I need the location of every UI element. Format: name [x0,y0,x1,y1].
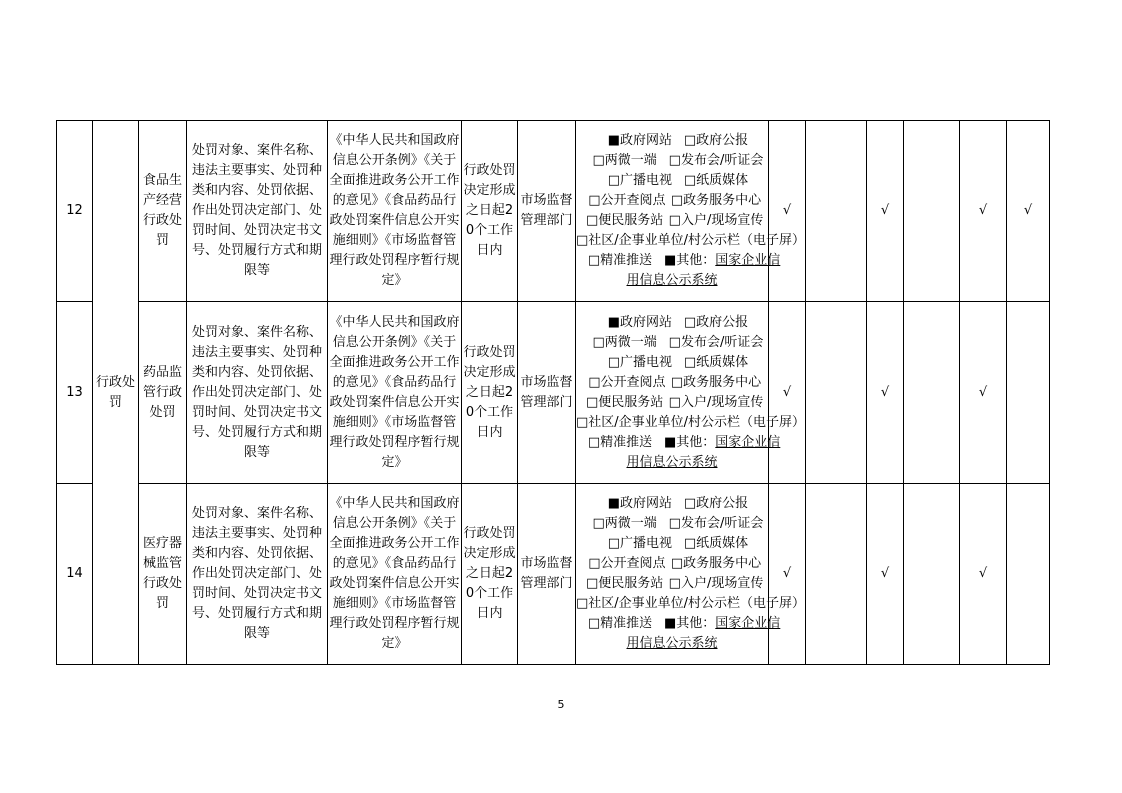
disclosure-channels [576,302,806,484]
item-name: 食品生产经营行政处罚 [139,121,187,302]
channel-option: ■政府网站 [607,496,672,511]
channel-option: □公开查阅点 [588,556,666,571]
channel-option: □纸质媒体 [683,173,749,188]
channel-option: □公开查阅点 [588,374,666,390]
item-name: 医疗器械监管行政处罚 [139,484,187,665]
disclosure-deadline: 行政处罚决定形成之日起20个工作日内 [462,121,518,302]
check-cell [904,302,960,484]
check-cell: √ [769,484,806,665]
check-cell [806,484,867,665]
channel-option: ■其他： [664,434,716,450]
check-cell: √ [960,302,1007,484]
check-cell [806,121,867,302]
channel-option: □政府公报 [683,496,749,511]
table-row [57,484,1050,665]
channel-option: □纸质媒体 [683,354,749,370]
disclosure-content: 处罚对象、案件名称、违法主要事实、处罚种类和内容、处罚依据、作出处罚决定部门、处罚时间、处罚决定书文号、处罚履行方式和期限等 [187,484,328,665]
channel-other-text: 国家企业信 [715,616,781,631]
disclosure-table [56,120,1050,665]
disclosure-deadline: 行政处罚决定形成之日起20个工作日内 [462,484,518,665]
channel-other-text: 用信息公示系统 [626,454,718,470]
channel-option: □两微一端 [592,516,657,531]
channel-other-text: 用信息公示系统 [626,636,718,651]
disclosure-subject: 市场监督管理部门 [518,302,576,484]
disclosure-subject: 市场监督管理部门 [518,484,576,665]
disclosure-basis: 《中华人民共和国政府信息公开条例》《关于全面推进政务公开工作的意见》《食品药品行政处罚案件信息公开实施细则》《市场监督管理行政处罚程序暂行规定》 [328,484,462,665]
disclosure-deadline: 行政处罚决定形成之日起20个工作日内 [462,302,518,484]
channel-option: □政务服务中心 [670,556,762,571]
channel-option: □政务服务中心 [670,374,762,390]
channel-option: □便民服务站 [586,394,664,410]
channel-option: □精准推送 [587,434,653,450]
channel-option: □政府公报 [683,314,749,330]
channel-option: □社区/企事业单位/村公示栏（电子屏） [576,414,806,430]
disclosure-subject: 市场监督管理部门 [518,121,576,302]
disclosure-content: 处罚对象、案件名称、违法主要事实、处罚种类和内容、处罚依据、作出处罚决定部门、处罚时间、处罚决定书文号、处罚履行方式和期限等 [187,121,328,302]
check-cell: √ [769,121,806,302]
category-cell: 行政处罚 [93,121,139,665]
channel-option: □广播电视 [607,173,672,188]
channel-option: ■政府网站 [607,133,672,148]
channel-option: □公开查阅点 [588,193,666,208]
check-cell: √ [960,121,1007,302]
row-number: 12 [57,121,93,302]
channel-option: □广播电视 [607,354,672,370]
channel-other-text: 国家企业信 [715,253,781,268]
row-number: 14 [57,484,93,665]
channel-option: □纸质媒体 [683,536,749,551]
channel-option: □两微一端 [592,334,657,350]
check-cell [904,484,960,665]
check-cell: √ [867,484,904,665]
disclosure-basis: 《中华人民共和国政府信息公开条例》《关于全面推进政务公开工作的意见》《食品药品行政处罚案件信息公开实施细则》《市场监督管理行政处罚程序暂行规定》 [328,121,462,302]
page-number: 5 [557,698,565,711]
channel-option: ■其他： [664,253,716,268]
channel-option: □入户/现场宣传 [668,213,764,228]
table-row [57,121,1050,302]
check-cell [904,121,960,302]
channel-option: □发布会/听证会 [668,334,764,350]
channel-option: □两微一端 [592,153,657,168]
channel-option: ■政府网站 [607,314,672,330]
channel-option: □发布会/听证会 [668,153,764,168]
disclosure-basis: 《中华人民共和国政府信息公开条例》《关于全面推进政务公开工作的意见》《食品药品行政处罚案件信息公开实施细则》《市场监督管理行政处罚程序暂行规定》 [328,302,462,484]
check-cell: √ [867,302,904,484]
item-name: 药品监管行政处罚 [139,302,187,484]
disclosure-channels [576,121,806,302]
channel-option: □社区/企事业单位/村公示栏（电子屏） [576,596,806,611]
channel-option: □广播电视 [607,536,672,551]
channel-option: □精准推送 [587,616,653,631]
channel-option: □入户/现场宣传 [668,576,764,591]
channel-option: □入户/现场宣传 [668,394,764,410]
check-cell [1007,484,1050,665]
channel-option: □便民服务站 [586,576,664,591]
channel-option: □政务服务中心 [670,193,762,208]
disclosure-content: 处罚对象、案件名称、违法主要事实、处罚种类和内容、处罚依据、作出处罚决定部门、处罚时间、处罚决定书文号、处罚履行方式和期限等 [187,302,328,484]
check-cell: √ [769,302,806,484]
channel-option: □社区/企事业单位/村公示栏（电子屏） [576,233,806,248]
channel-option: □便民服务站 [586,213,664,228]
channel-option: ■其他： [664,616,716,631]
channel-option: □精准推送 [587,253,653,268]
check-cell [806,302,867,484]
channel-other-text: 用信息公示系统 [626,273,718,288]
check-cell: √ [960,484,1007,665]
check-cell: √ [867,121,904,302]
channel-other-text: 国家企业信 [715,434,781,450]
channel-option: □发布会/听证会 [668,516,764,531]
check-cell [1007,302,1050,484]
row-number: 13 [57,302,93,484]
table-row [57,302,1050,484]
channel-option: □政府公报 [683,133,749,148]
check-cell: √ [1007,121,1050,302]
disclosure-channels [576,484,806,665]
